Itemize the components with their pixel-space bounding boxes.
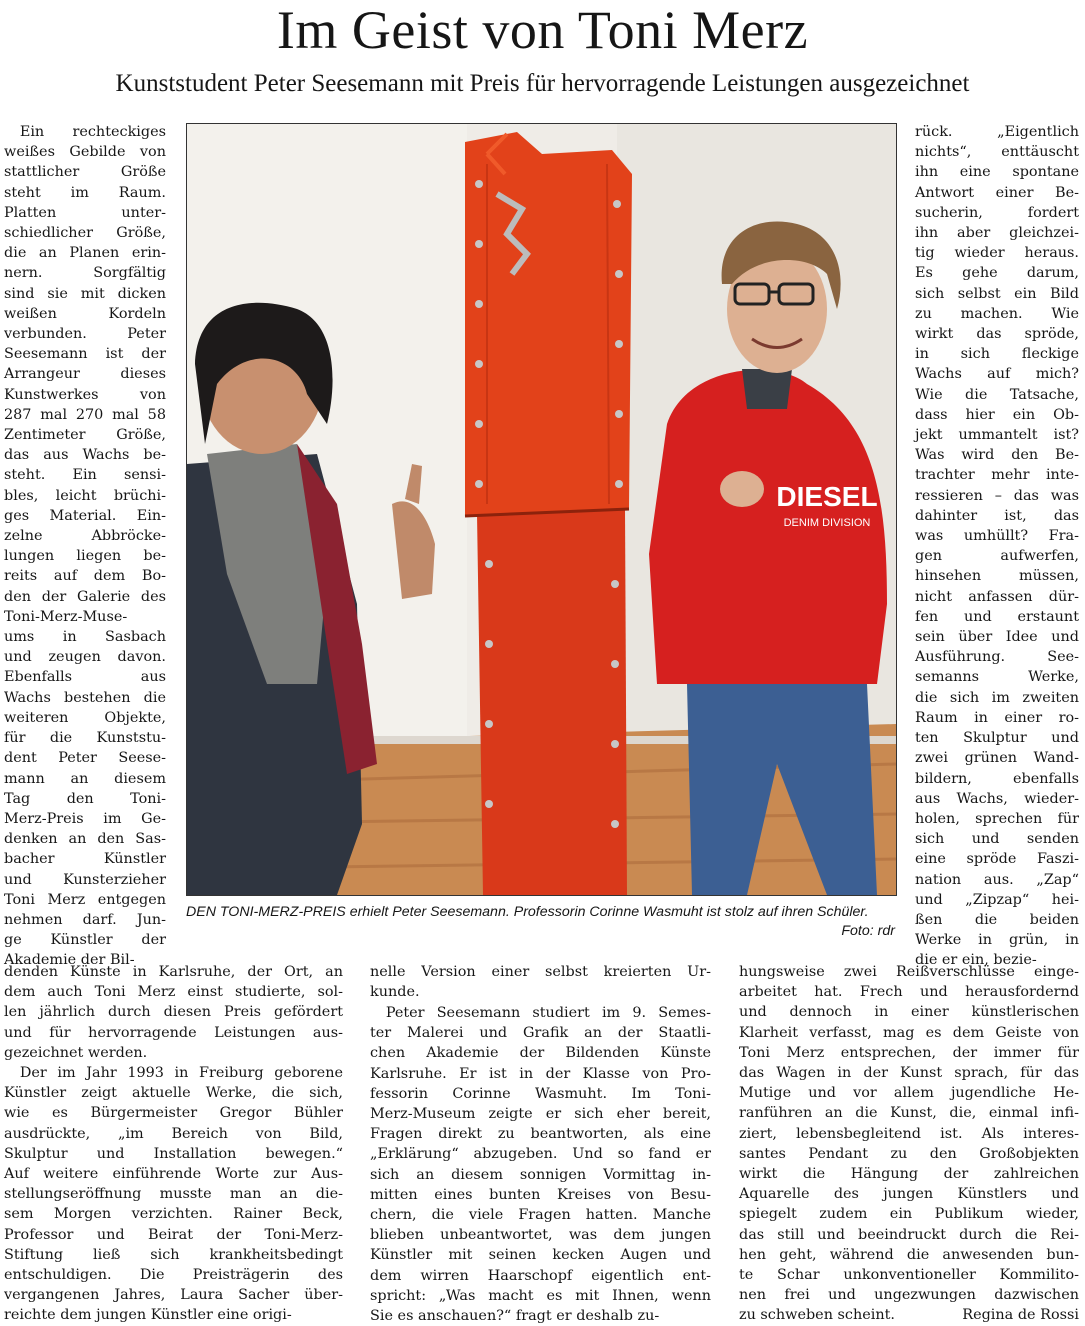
text-line: die sich im zweiten — [915, 689, 1079, 706]
text-line: sem Morgen verzichten. Rainer Beck, — [4, 1206, 343, 1223]
text-line: dass hier ein Ob- — [915, 406, 1079, 423]
text-line: nen frei und ungezwungen dazwischen — [739, 1287, 1079, 1304]
text-line: den der Galerie des — [4, 588, 166, 605]
red-wax-sculpture — [465, 132, 632, 895]
text-line: ge Künstler der — [4, 932, 166, 949]
text-line: ßen die beiden — [915, 911, 1079, 928]
text-line: Akademie der Bil- — [4, 952, 135, 969]
text-line: blieben unbeantwortet, was dem jungen — [370, 1227, 711, 1244]
text-line: zu machen. Wie — [915, 305, 1079, 322]
text-line: sind sie mit dicken — [4, 285, 166, 302]
text-line: Künstler mit seinen kecken Augen und — [370, 1247, 711, 1264]
article-photo — [186, 123, 897, 896]
text-line: Skulptur und Installation bewegen.“ — [4, 1145, 343, 1162]
text-line: zwei grünen Wand- — [915, 750, 1079, 767]
text-line: sein über Idee und — [915, 629, 1079, 646]
text-line: dem wirren Haarschopf eigentlich ent- — [370, 1267, 711, 1284]
column-3-narrow-text — [915, 122, 1079, 971]
text-line: Wachs auf mich? — [915, 366, 1079, 383]
text-line: steht. Ein sensi- — [4, 467, 166, 484]
text-line: hinsehen müssen, — [915, 568, 1079, 585]
text-line: weiteren Objekte, — [4, 709, 166, 726]
text-line: rück. „Eigentlich — [915, 124, 1079, 140]
text-line: spricht: „Was macht es mit Ihnen, wenn — [370, 1287, 711, 1304]
text-line: und „Zipzap“ hei- — [915, 891, 1079, 908]
photo-credit: Foto: rdr — [841, 923, 895, 939]
text-line: nern. Sorgfältig — [4, 265, 166, 282]
text-line: semanns Werke, — [915, 669, 1079, 686]
text-line: hungsweise zwei Reißverschlüsse einge- — [739, 964, 1079, 980]
text-line: und Kunsterzieher — [4, 871, 166, 888]
text-line: Antwort einer Be- — [915, 184, 1079, 201]
text-line: bildern, ebenfalls — [915, 770, 1079, 787]
text-line: ums in Sasbach — [4, 629, 166, 646]
text-line: und für hervorragende Leistungen aus- — [4, 1024, 343, 1041]
text-line: Was wird den Be- — [915, 447, 1079, 464]
text-line: Ein rechteckiges — [19, 124, 166, 140]
text-line: „Erklärung“ abzugeben. Und so fand er — [370, 1146, 711, 1163]
text-line: ausdrückte, „im Bereich von Bild, — [4, 1125, 343, 1142]
column-1-wide-text — [4, 962, 343, 1063]
text-line: Peter Seesemann studiert im 9. Semes- — [385, 1005, 711, 1021]
text-line: Auf weitere einführende Worte zur Aus- — [4, 1166, 343, 1183]
text-line: gezeichnet werden. — [4, 1044, 148, 1061]
text-line: Toni Merz entsprechen, der immer für — [739, 1044, 1079, 1061]
column-2-paragraph-2 — [370, 1003, 711, 1326]
text-line: fessorin Corinne Wasmuht. Im Toni- — [370, 1085, 711, 1102]
text-line: und zeugen davon. — [4, 649, 166, 666]
text-line: Werke in grün, in — [915, 932, 1079, 949]
text-line: eine spröde Faszi- — [915, 851, 1079, 868]
text-line: ihn aber gleichzei- — [915, 225, 1079, 242]
text-line: reichte dem jungen Künstler eine origi- — [4, 1307, 292, 1324]
text-line: dent Peter Seese- — [4, 750, 166, 767]
text-line: dahinter ist, das — [915, 507, 1079, 524]
text-line: ranführen an die Kunst, die, einmal infi- — [739, 1105, 1079, 1122]
text-line: Merz-Preis im Ge- — [4, 810, 166, 827]
text-line: spiegelt zudem ein Publikum wieder, — [739, 1206, 1079, 1223]
headline: Im Geist von Toni Merz — [276, 0, 809, 60]
text-line: Ebenfalls aus — [4, 669, 166, 686]
text-line: ziert, lebensbegleitend ist. Als interes- — [739, 1125, 1079, 1142]
column-1-narrow-text — [4, 122, 166, 971]
text-line: jekt ummantelt ist? — [915, 427, 1079, 444]
text-line: bacher Künstler — [4, 851, 166, 868]
shirt-logo-subtext: DENIM DIVISION — [783, 517, 871, 529]
text-line: ressieren – das was — [915, 487, 1079, 504]
text-line: 287 mal 270 mal 58 — [4, 406, 166, 423]
caption-text: DEN TONI-MERZ-PREIS erhielt Peter Seesemann. Professorin Corinne Wasmuht ist stolz auf ihren Schüler. — [186, 904, 869, 920]
text-line: Merz-Museum zeigte er sich eher bereit, — [370, 1106, 711, 1123]
text-line: chen Akademie der Bildenden Künste — [370, 1045, 711, 1062]
text-line: hen geht, während die anwesenden bun- — [739, 1246, 1079, 1263]
text-line: Zentimeter Größe, — [4, 427, 166, 444]
text-line: Ausführung. See- — [915, 649, 1079, 666]
text-line: ges Material. Ein- — [4, 507, 166, 524]
text-line: weißes Gebilde von — [4, 144, 166, 161]
text-line: verbunden. Peter — [4, 326, 166, 343]
text-line: Stiftung ließ sich krankheitsbedingt — [4, 1246, 343, 1263]
text-line: zu schweben scheint. Regina de Rossi — [739, 1305, 1079, 1325]
text-line: denden Künste in Karlsruhe, der Ort, an — [4, 964, 343, 980]
text-line: mitten eines bunten Kreises von Besu- — [370, 1186, 711, 1203]
text-line: te Schar unkonventioneller Kommilito- — [739, 1267, 1079, 1284]
text-line: Professor und Beirat der Toni-Merz- — [4, 1226, 343, 1243]
author-signature: Regina de Rossi — [962, 1307, 1079, 1324]
text-line: das still und beeindruckt durch die Rei- — [739, 1226, 1079, 1243]
text-line: mann an diesem — [4, 770, 166, 787]
text-line: holen, sprechen für — [915, 810, 1079, 827]
text-line: sich an diesem sonnigen Vormittag in- — [370, 1166, 711, 1183]
text-line: was umhüllt? Fra- — [915, 528, 1079, 545]
text-line: reits auf dem Bo- — [4, 568, 166, 585]
text-line: wirkt das spröde, — [915, 326, 1079, 343]
text-line: ihn eine spontane — [915, 164, 1079, 181]
text-line: Tag den Toni- — [4, 790, 166, 807]
text-line: wirkt die Hängung der zahlreichen — [739, 1166, 1079, 1183]
text-line: das aus Wachs be- — [4, 447, 166, 464]
text-line: Arrangeur dieses — [4, 366, 166, 383]
text-line: in sich fleckige — [915, 346, 1079, 363]
text-line: Wachs bestehen die — [4, 689, 166, 706]
text-line: santes Pendant zu den Großobjekten — [739, 1145, 1079, 1162]
text-line: len jährlich durch diesen Preis gefördert — [4, 1004, 343, 1021]
text-line: sucherin, fordert — [915, 204, 1079, 221]
text-line: zelne Abbröcke- — [4, 528, 166, 545]
text-line: Kunstwerkes von — [4, 386, 166, 403]
text-line: weißen Kordeln — [4, 305, 166, 322]
text-line: die an Planen erin- — [4, 245, 166, 262]
text-line: das Wagen in der Kunst sprach, für das — [739, 1065, 1079, 1082]
text-line: entschuldigen. Die Preisträgerin des — [4, 1267, 343, 1284]
column-1-paragraph-2 — [4, 1063, 343, 1326]
text-line: ter Malerei und Grafik an der Staatli- — [370, 1025, 711, 1042]
text-line: sich und senden — [915, 831, 1079, 848]
text-line: nelle Version einer selbst kreierten Ur- — [370, 964, 711, 980]
subheadline: Kunststudent Peter Seesemann mit Preis für hervorragende Leistungen ausgezeichnet — [115, 70, 970, 97]
text-line: vergangenen Jahres, Laura Sacher über- — [4, 1287, 343, 1304]
text-line: denken an den Sas- — [4, 831, 166, 848]
text-line: nation aus. „Zap“ — [915, 871, 1079, 888]
text-line: Künstler zeigt aktuelle Werke, die sich, — [4, 1085, 343, 1102]
text-line: stattlicher Größe — [4, 164, 166, 181]
text-line: Wie die Tatsache, — [915, 386, 1079, 403]
text-line: Der im Jahr 1993 in Freiburg geborene — [19, 1065, 343, 1081]
text-line: chern, die viele Fragen hatten. Manche — [370, 1207, 711, 1224]
text-line: Sie es anschauen?“ fragt er deshalb zu- — [370, 1308, 660, 1325]
text-line: lungen liegen be- — [4, 548, 166, 565]
text-line: für die Kunststu- — [4, 730, 166, 747]
text-line: Seesemann ist der — [4, 346, 166, 363]
text-line: trachter mehr inte- — [915, 467, 1079, 484]
text-line: arbeitet hat. Frech und herausfordernd — [739, 984, 1079, 1001]
text-line: fen und erstaunt — [915, 608, 1079, 625]
text-line: stellungseröffnung musste man an die- — [4, 1186, 343, 1203]
text-line: sich selbst ein Bild — [915, 285, 1079, 302]
text-line: die er ein, bezie- — [915, 952, 1037, 969]
text-line: bles, leicht brüchi- — [4, 487, 166, 504]
shirt-logo-text: DIESEL — [776, 481, 878, 512]
text-line: kunde. — [370, 984, 420, 1001]
text-line: ten Skulptur und — [915, 730, 1079, 747]
text-line: dem auch Toni Merz einst studierte, sol- — [4, 984, 343, 1001]
text-line: wie es Bürgermeister Gregor Bühler — [4, 1105, 343, 1122]
text-line: nicht anfassen dür- — [915, 588, 1079, 605]
text-line: Klarheit verfasst, mag es dem Geiste von — [739, 1024, 1079, 1041]
text-line: Aquarelle des jungen Künstlers und — [739, 1186, 1079, 1203]
text-line: nichts“, enttäuscht — [915, 144, 1079, 161]
text-line: Platten unter- — [4, 204, 166, 221]
text-line: aus Wachs, wieder- — [915, 790, 1079, 807]
text-line: Raum in einer ro- — [915, 709, 1079, 726]
text-line: Fragen direkt zu beantworten, als eine — [370, 1126, 711, 1143]
text-line: gen aufwerfen, — [915, 548, 1079, 565]
text-line: Karlsruhe. Er ist in der Klasse von Pro- — [370, 1065, 711, 1082]
text-line: nehmen darf. Jun- — [4, 911, 166, 928]
photo-caption — [186, 903, 895, 941]
text-line: Es gehe darum, — [915, 265, 1079, 282]
text-line: steht im Raum. — [4, 184, 166, 201]
column-3-wide-text — [739, 962, 1079, 1326]
text-line: schiedlicher Größe, — [4, 225, 166, 242]
text-line: tig wieder heraus. — [915, 245, 1079, 262]
text-line: Toni-Merz-Muse- — [4, 608, 128, 625]
text-line: Mutige und vor allem jugendliche He- — [739, 1085, 1079, 1102]
text-line: und dennoch in einer künstlerischen — [739, 1004, 1079, 1021]
column-2-paragraph-1 — [370, 962, 711, 1002]
text-line: Toni Merz entgegen — [4, 891, 166, 908]
